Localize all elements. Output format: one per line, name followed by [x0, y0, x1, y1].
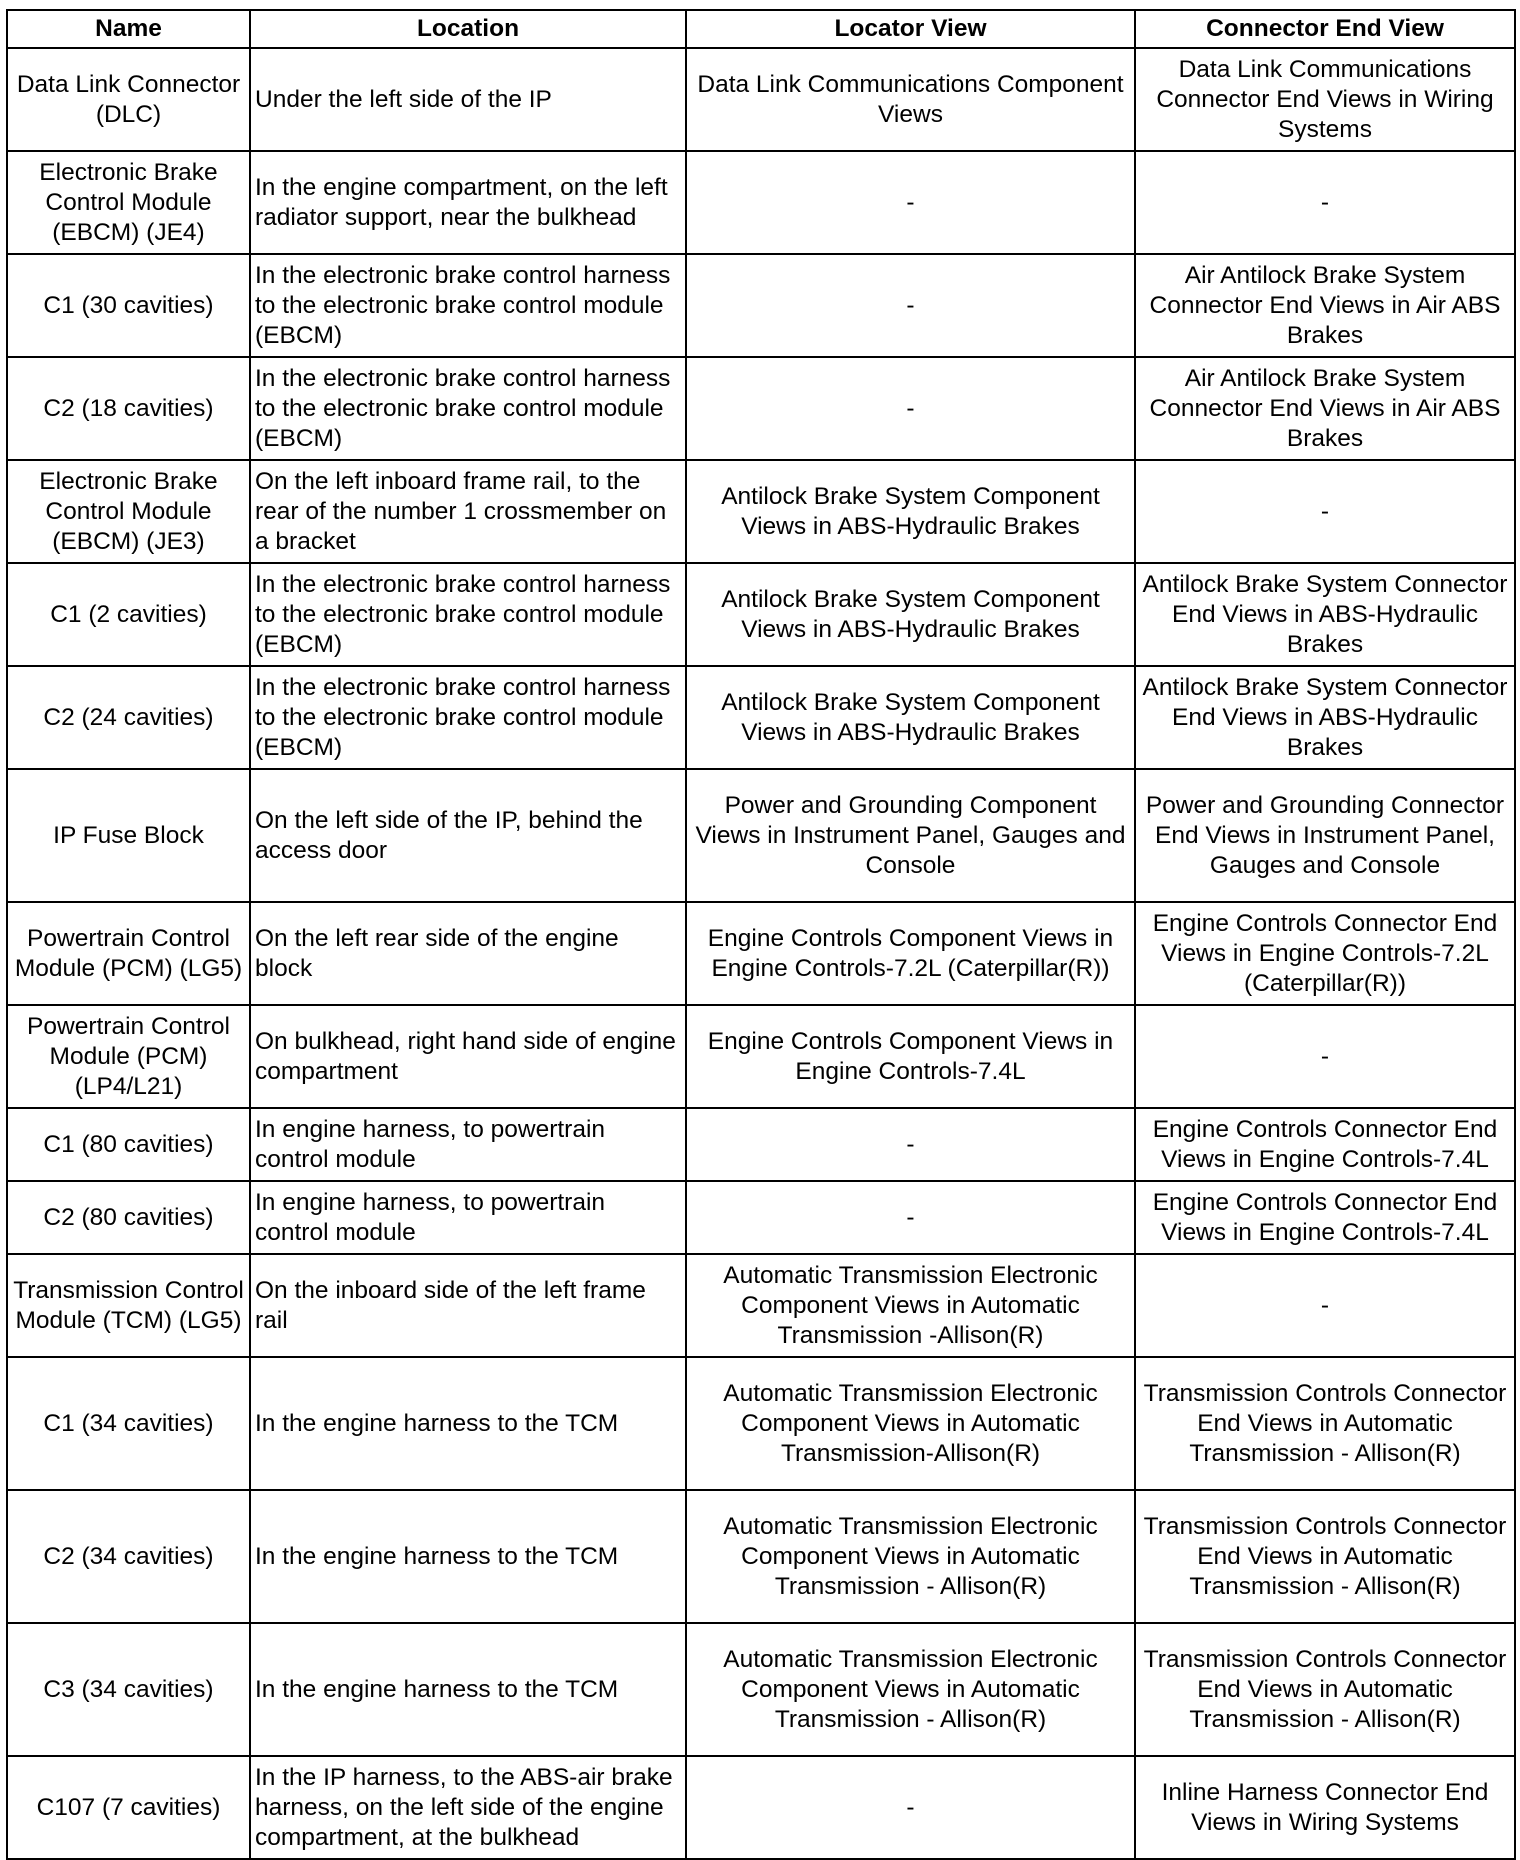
header-connector-end-view: Connector End View [1135, 10, 1515, 48]
cell-connector-end-view: Transmission Controls Connector End Views in Automatic Transmission - Allison(R) [1135, 1357, 1515, 1490]
cell-connector-end-view: Engine Controls Connector End Views in Engine Controls-7.2L (Caterpillar(R)) [1135, 902, 1515, 1005]
cell-location: In the engine harness to the TCM [250, 1490, 686, 1623]
cell-locator-view: Automatic Transmission Electronic Component Views in Automatic Transmission - Allison(R) [686, 1490, 1135, 1623]
cell-name: C2 (18 cavities) [7, 357, 250, 460]
table-row [7, 151, 1515, 254]
table-row [7, 1005, 1515, 1108]
cell-name: C1 (80 cavities) [7, 1108, 250, 1181]
cell-connector-end-view: Air Antilock Brake System Connector End Views in Air ABS Brakes [1135, 254, 1515, 357]
cell-connector-end-view: Antilock Brake System Connector End Views in ABS-Hydraulic Brakes [1135, 666, 1515, 769]
cell-name: Data Link Connector (DLC) [7, 48, 250, 151]
cell-connector-end-view: Antilock Brake System Connector End Views in ABS-Hydraulic Brakes [1135, 563, 1515, 666]
cell-locator-view: Engine Controls Component Views in Engine Controls-7.2L (Caterpillar(R)) [686, 902, 1135, 1005]
cell-connector-end-view: Power and Grounding Connector End Views in Instrument Panel, Gauges and Console [1135, 769, 1515, 902]
table-row [7, 254, 1515, 357]
cell-location: In the electronic brake control harness to the electronic brake control module (EBCM) [250, 666, 686, 769]
cell-location: In the engine harness to the TCM [250, 1623, 686, 1756]
table-row [7, 769, 1515, 902]
cell-connector-end-view: Transmission Controls Connector End Views in Automatic Transmission - Allison(R) [1135, 1490, 1515, 1623]
cell-location: On the inboard side of the left frame rail [250, 1254, 686, 1357]
cell-locator-view: Automatic Transmission Electronic Component Views in Automatic Transmission-Allison(R) [686, 1357, 1135, 1490]
cell-locator-view: Data Link Communications Component Views [686, 48, 1135, 151]
table-row [7, 1623, 1515, 1756]
cell-locator-view: Power and Grounding Component Views in Instrument Panel, Gauges and Console [686, 769, 1135, 902]
cell-location: On bulkhead, right hand side of engine compartment [250, 1005, 686, 1108]
cell-location: In the engine compartment, on the left radiator support, near the bulkhead [250, 151, 686, 254]
cell-locator-view: - [686, 1756, 1135, 1859]
cell-locator-view: - [686, 357, 1135, 460]
cell-location: In the IP harness, to the ABS-air brake harness, on the left side of the engine compartment, at the bulkhead [250, 1756, 686, 1859]
component-locator-table-wrapper [6, 9, 1514, 1860]
cell-connector-end-view: Transmission Controls Connector End Views in Automatic Transmission - Allison(R) [1135, 1623, 1515, 1756]
cell-name: C1 (30 cavities) [7, 254, 250, 357]
cell-name: C2 (24 cavities) [7, 666, 250, 769]
cell-locator-view: Antilock Brake System Component Views in ABS-Hydraulic Brakes [686, 460, 1135, 563]
table-row [7, 902, 1515, 1005]
header-row [7, 10, 1515, 48]
cell-location: On the left rear side of the engine block [250, 902, 686, 1005]
table-row [7, 1181, 1515, 1254]
cell-location: In the electronic brake control harness to the electronic brake control module (EBCM) [250, 254, 686, 357]
cell-name: IP Fuse Block [7, 769, 250, 902]
table-row [7, 1756, 1515, 1859]
cell-locator-view: - [686, 1108, 1135, 1181]
cell-locator-view: Engine Controls Component Views in Engine Controls-7.4L [686, 1005, 1135, 1108]
cell-name: C3 (34 cavities) [7, 1623, 250, 1756]
cell-location: In engine harness, to powertrain control module [250, 1108, 686, 1181]
cell-location: On the left side of the IP, behind the access door [250, 769, 686, 902]
cell-name: Powertrain Control Module (PCM) (LP4/L21) [7, 1005, 250, 1108]
cell-locator-view: Automatic Transmission Electronic Component Views in Automatic Transmission - Allison(R) [686, 1623, 1135, 1756]
cell-name: Electronic Brake Control Module (EBCM) (JE3) [7, 460, 250, 563]
cell-locator-view: Antilock Brake System Component Views in ABS-Hydraulic Brakes [686, 666, 1135, 769]
table-row [7, 48, 1515, 151]
cell-connector-end-view: - [1135, 1005, 1515, 1108]
cell-connector-end-view: Air Antilock Brake System Connector End Views in Air ABS Brakes [1135, 357, 1515, 460]
table-row [7, 563, 1515, 666]
cell-name: C2 (34 cavities) [7, 1490, 250, 1623]
cell-name: Powertrain Control Module (PCM) (LG5) [7, 902, 250, 1005]
cell-name: C2 (80 cavities) [7, 1181, 250, 1254]
cell-name: Electronic Brake Control Module (EBCM) (JE4) [7, 151, 250, 254]
cell-connector-end-view: - [1135, 1254, 1515, 1357]
cell-locator-view: - [686, 254, 1135, 357]
component-locator-table [6, 9, 1516, 1860]
table-row [7, 1108, 1515, 1181]
header-locator-view: Locator View [686, 10, 1135, 48]
cell-location: In the electronic brake control harness to the electronic brake control module (EBCM) [250, 357, 686, 460]
cell-connector-end-view: Engine Controls Connector End Views in Engine Controls-7.4L [1135, 1181, 1515, 1254]
cell-locator-view: Automatic Transmission Electronic Component Views in Automatic Transmission -Allison(R) [686, 1254, 1135, 1357]
cell-connector-end-view: Data Link Communications Connector End Views in Wiring Systems [1135, 48, 1515, 151]
cell-connector-end-view: - [1135, 460, 1515, 563]
cell-location: Under the left side of the IP [250, 48, 686, 151]
cell-location: In engine harness, to powertrain control module [250, 1181, 686, 1254]
table-row [7, 460, 1515, 563]
table-row [7, 1357, 1515, 1490]
cell-connector-end-view: - [1135, 151, 1515, 254]
table-row [7, 666, 1515, 769]
cell-location: On the left inboard frame rail, to the rear of the number 1 crossmember on a bracket [250, 460, 686, 563]
cell-connector-end-view: Inline Harness Connector End Views in Wiring Systems [1135, 1756, 1515, 1859]
cell-location: In the engine harness to the TCM [250, 1357, 686, 1490]
cell-locator-view: - [686, 151, 1135, 254]
cell-locator-view: - [686, 1181, 1135, 1254]
table-row [7, 1490, 1515, 1623]
cell-locator-view: Antilock Brake System Component Views in ABS-Hydraulic Brakes [686, 563, 1135, 666]
cell-name: C107 (7 cavities) [7, 1756, 250, 1859]
header-location: Location [250, 10, 686, 48]
cell-name: C1 (34 cavities) [7, 1357, 250, 1490]
cell-name: Transmission Control Module (TCM) (LG5) [7, 1254, 250, 1357]
table-row [7, 1254, 1515, 1357]
header-name: Name [7, 10, 250, 48]
cell-location: In the electronic brake control harness to the electronic brake control module (EBCM) [250, 563, 686, 666]
table-row [7, 357, 1515, 460]
cell-connector-end-view: Engine Controls Connector End Views in Engine Controls-7.4L [1135, 1108, 1515, 1181]
cell-name: C1 (2 cavities) [7, 563, 250, 666]
